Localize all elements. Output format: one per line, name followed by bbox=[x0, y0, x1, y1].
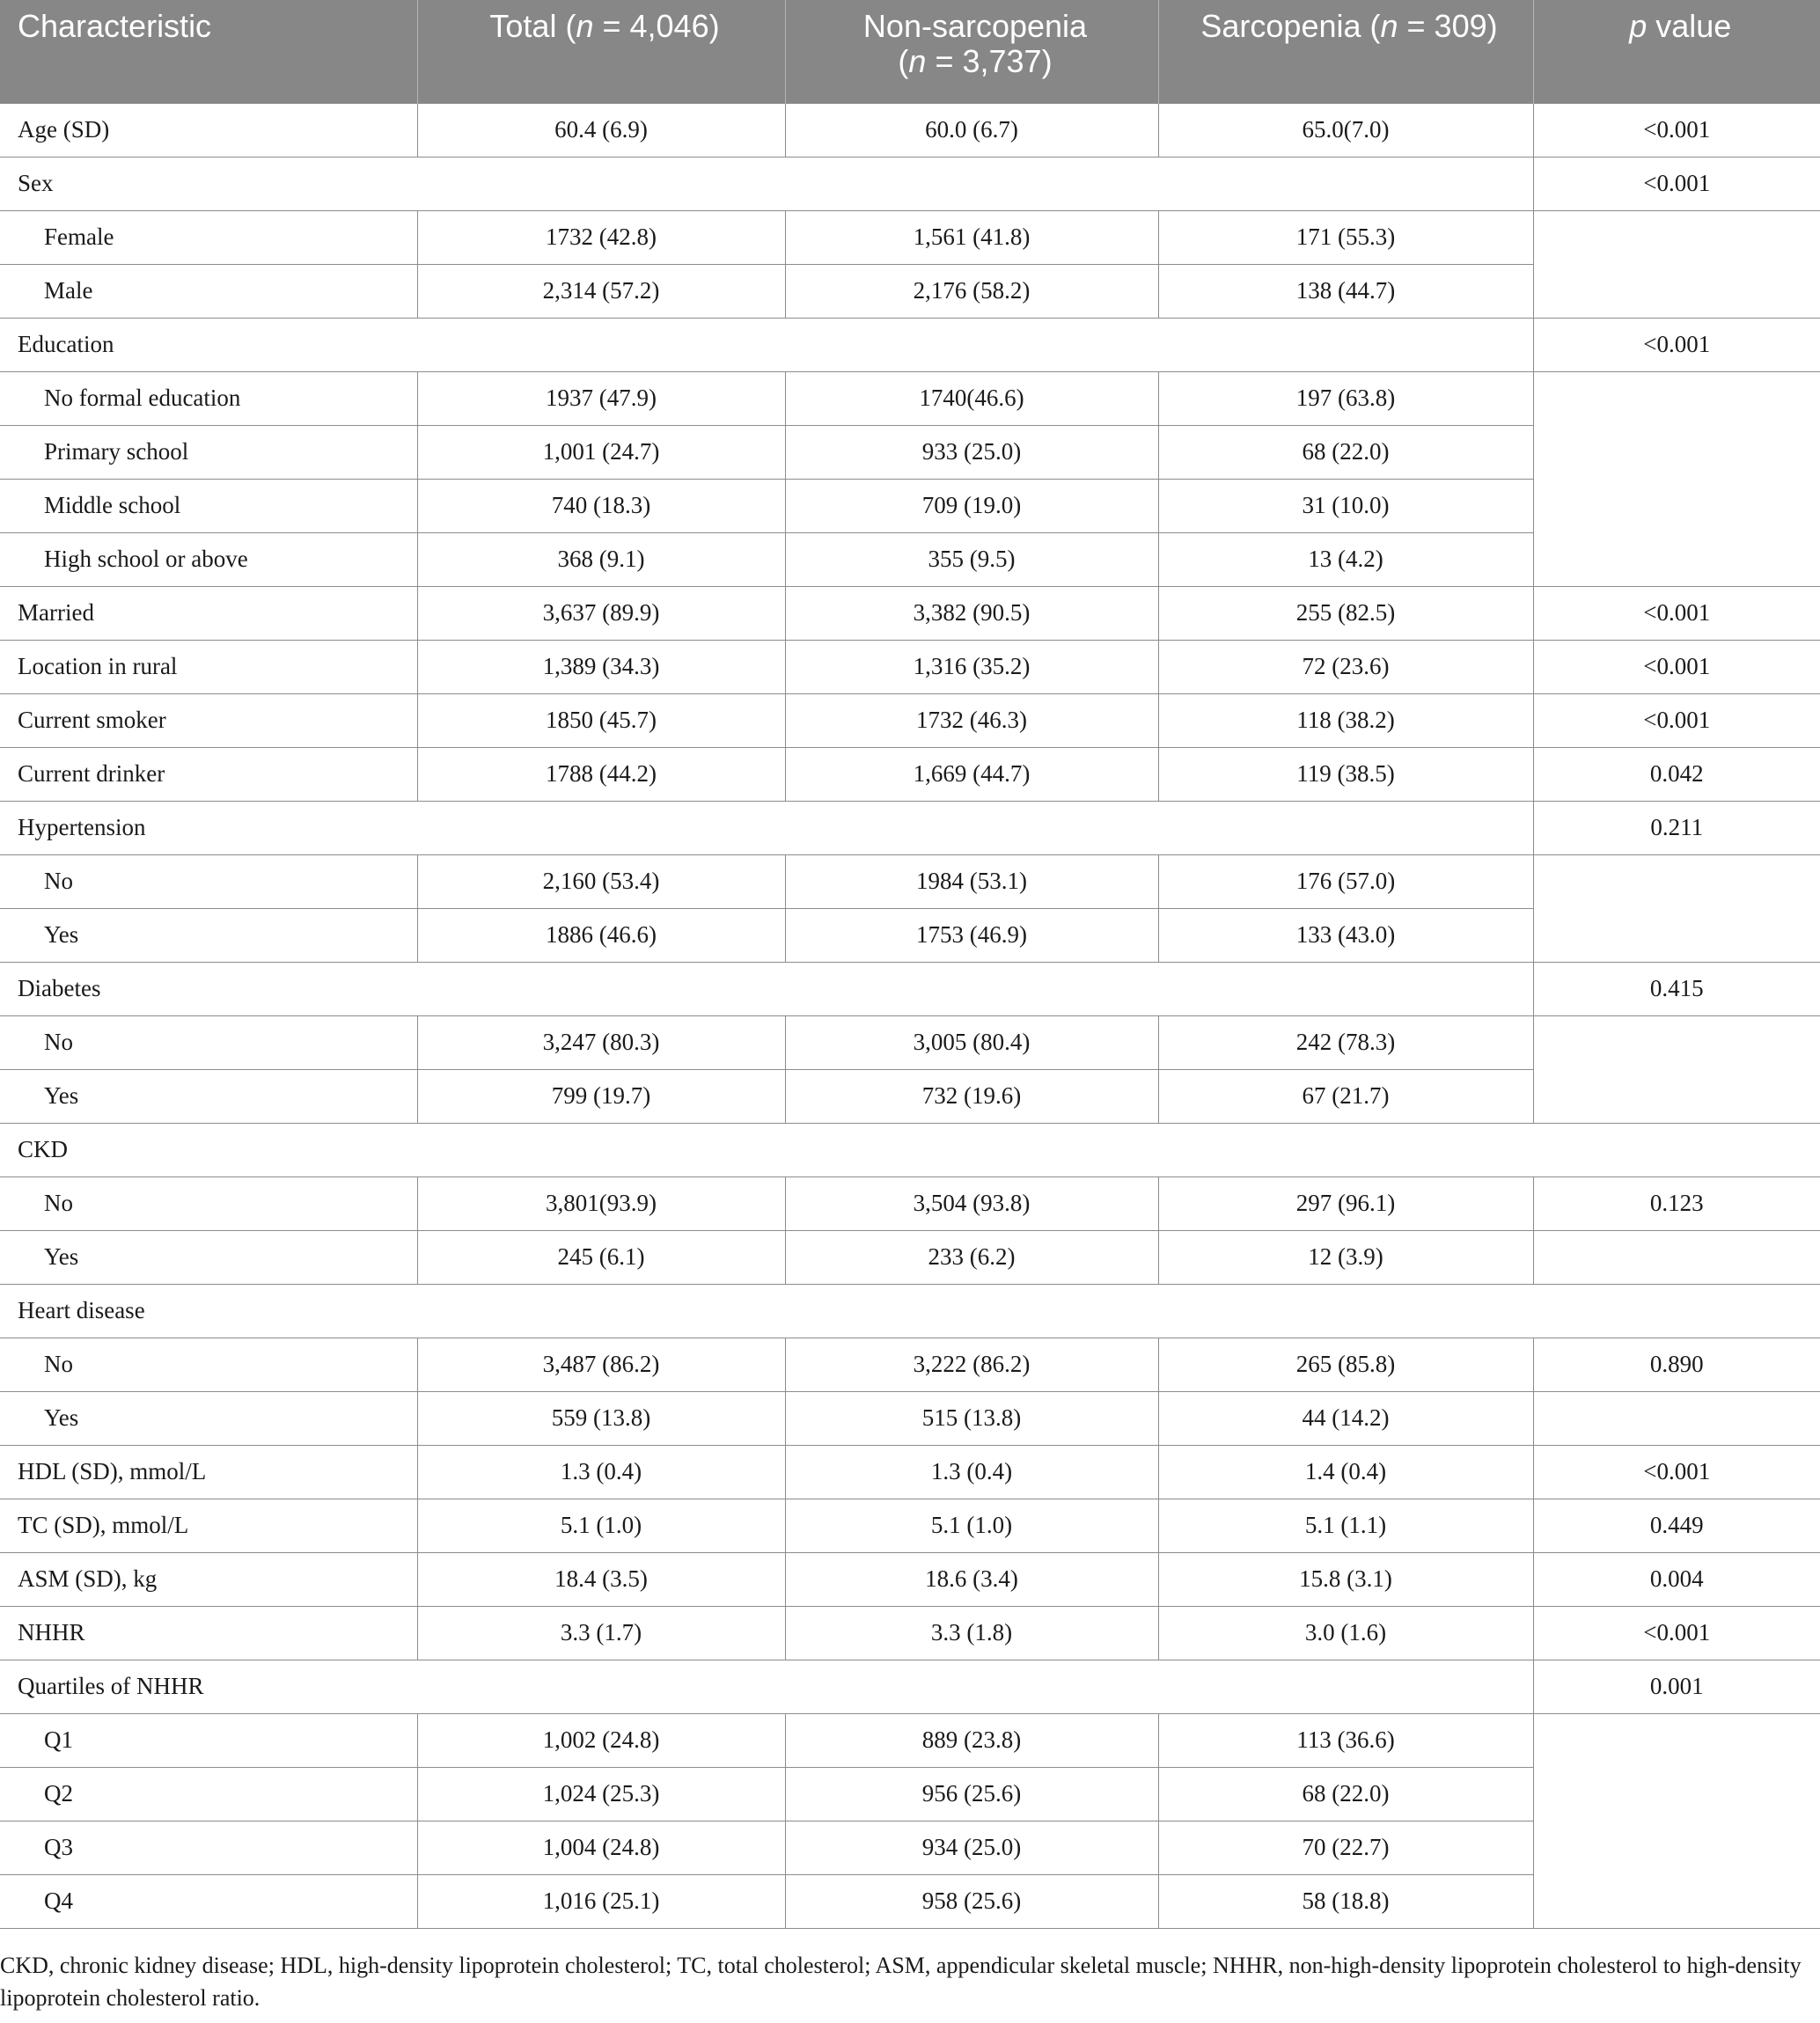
row-label: No bbox=[0, 1338, 417, 1391]
row-label: No bbox=[0, 854, 417, 908]
cell-total: 3,801(93.9) bbox=[417, 1176, 785, 1230]
cell-total: 1,004 (24.8) bbox=[417, 1821, 785, 1874]
table-row bbox=[0, 1713, 1820, 1767]
cell-total: 1,024 (25.3) bbox=[417, 1767, 785, 1821]
cell-non-sarcopenia: 1753 (46.9) bbox=[785, 908, 1158, 962]
table-row bbox=[0, 157, 1820, 210]
cell-total: 1,016 (25.1) bbox=[417, 1874, 785, 1928]
cell-p-value: 0.890 bbox=[1533, 1338, 1820, 1391]
cell-total: 368 (9.1) bbox=[417, 532, 785, 586]
cell-sarcopenia: 242 (78.3) bbox=[1158, 1015, 1533, 1069]
row-label: Yes bbox=[0, 1391, 417, 1445]
header-total: Total (n = 4,046) bbox=[417, 0, 785, 103]
cell-p-value: 0.001 bbox=[1533, 1660, 1820, 1713]
header-non-sarcopenia: Non-sarcopenia (n = 3,737) bbox=[785, 0, 1158, 103]
cell-p-value: <0.001 bbox=[1533, 318, 1820, 371]
cell-non-sarcopenia: 709 (19.0) bbox=[785, 479, 1158, 532]
table-row bbox=[0, 962, 1820, 1015]
group-label: CKD bbox=[0, 1123, 1820, 1176]
cell-sarcopenia: 1.4 (0.4) bbox=[1158, 1445, 1533, 1499]
cell-total: 5.1 (1.0) bbox=[417, 1499, 785, 1552]
table-row bbox=[0, 1123, 1820, 1176]
cell-total: 3.3 (1.7) bbox=[417, 1606, 785, 1660]
table-row bbox=[0, 1230, 1820, 1284]
row-label: No bbox=[0, 1176, 417, 1230]
cell-non-sarcopenia: 3,382 (90.5) bbox=[785, 586, 1158, 640]
cell-total: 3,487 (86.2) bbox=[417, 1338, 785, 1391]
cell-non-sarcopenia: 1,561 (41.8) bbox=[785, 210, 1158, 264]
cell-p-value: 0.042 bbox=[1533, 747, 1820, 801]
cell-p-value: <0.001 bbox=[1533, 693, 1820, 747]
cell-total: 1937 (47.9) bbox=[417, 371, 785, 425]
cell-non-sarcopenia: 3,504 (93.8) bbox=[785, 1176, 1158, 1230]
cell-p-value-empty bbox=[1533, 854, 1820, 962]
row-label: Q3 bbox=[0, 1821, 417, 1874]
row-label: Middle school bbox=[0, 479, 417, 532]
cell-sarcopenia: 297 (96.1) bbox=[1158, 1176, 1533, 1230]
table-row bbox=[0, 1338, 1820, 1391]
group-label: Education bbox=[0, 318, 1533, 371]
table-row bbox=[0, 1499, 1820, 1552]
cell-total: 3,247 (80.3) bbox=[417, 1015, 785, 1069]
cell-non-sarcopenia: 958 (25.6) bbox=[785, 1874, 1158, 1928]
group-label: Sex bbox=[0, 157, 1533, 210]
row-label: TC (SD), mmol/L bbox=[0, 1499, 417, 1552]
table-row bbox=[0, 1606, 1820, 1660]
table-row bbox=[0, 1176, 1820, 1230]
cell-sarcopenia: 133 (43.0) bbox=[1158, 908, 1533, 962]
cell-sarcopenia: 5.1 (1.1) bbox=[1158, 1499, 1533, 1552]
cell-p-value: 0.123 bbox=[1533, 1176, 1820, 1230]
row-label: Q1 bbox=[0, 1713, 417, 1767]
cell-p-value: <0.001 bbox=[1533, 1445, 1820, 1499]
cell-p-value-empty bbox=[1533, 1230, 1820, 1284]
cell-total: 740 (18.3) bbox=[417, 479, 785, 532]
cell-total: 2,314 (57.2) bbox=[417, 264, 785, 318]
group-label: Diabetes bbox=[0, 962, 1533, 1015]
table-row bbox=[0, 103, 1820, 157]
cell-p-value: <0.001 bbox=[1533, 1606, 1820, 1660]
cell-total: 2,160 (53.4) bbox=[417, 854, 785, 908]
table-row bbox=[0, 801, 1820, 854]
cell-non-sarcopenia: 1732 (46.3) bbox=[785, 693, 1158, 747]
cell-sarcopenia: 138 (44.7) bbox=[1158, 264, 1533, 318]
cell-sarcopenia: 68 (22.0) bbox=[1158, 425, 1533, 479]
cell-sarcopenia: 72 (23.6) bbox=[1158, 640, 1533, 693]
cell-total: 1,389 (34.3) bbox=[417, 640, 785, 693]
table-row bbox=[0, 1445, 1820, 1499]
table-footnote: CKD, chronic kidney disease; HDL, high-density lipoprotein cholesterol; TC, total cholesterol; ASM, appendicular skeletal muscle; NHHR, non-high-density lipoprotein cholesterol to high-density lipoprotein cholesterol ratio. bbox=[0, 1953, 1802, 2011]
cell-non-sarcopenia: 933 (25.0) bbox=[785, 425, 1158, 479]
cell-total: 60.4 (6.9) bbox=[417, 103, 785, 157]
cell-p-value: <0.001 bbox=[1533, 103, 1820, 157]
cell-sarcopenia: 118 (38.2) bbox=[1158, 693, 1533, 747]
table-row bbox=[0, 318, 1820, 371]
cell-sarcopenia: 119 (38.5) bbox=[1158, 747, 1533, 801]
cell-sarcopenia: 15.8 (3.1) bbox=[1158, 1552, 1533, 1606]
row-label: Current drinker bbox=[0, 747, 417, 801]
cell-sarcopenia: 255 (82.5) bbox=[1158, 586, 1533, 640]
cell-sarcopenia: 12 (3.9) bbox=[1158, 1230, 1533, 1284]
cell-p-value-empty bbox=[1533, 1713, 1820, 1928]
cell-non-sarcopenia: 5.1 (1.0) bbox=[785, 1499, 1158, 1552]
cell-p-value: 0.415 bbox=[1533, 962, 1820, 1015]
cell-total: 1732 (42.8) bbox=[417, 210, 785, 264]
header-sarcopenia: Sarcopenia (n = 309) bbox=[1158, 0, 1533, 103]
cell-p-value-empty bbox=[1533, 1015, 1820, 1123]
group-label: Quartiles of NHHR bbox=[0, 1660, 1533, 1713]
cell-total: 799 (19.7) bbox=[417, 1069, 785, 1123]
cell-non-sarcopenia: 1.3 (0.4) bbox=[785, 1445, 1158, 1499]
cell-total: 1886 (46.6) bbox=[417, 908, 785, 962]
cell-total: 1788 (44.2) bbox=[417, 747, 785, 801]
row-label: Yes bbox=[0, 1069, 417, 1123]
cell-p-value-empty bbox=[1533, 1391, 1820, 1445]
row-label: Male bbox=[0, 264, 417, 318]
table-row bbox=[0, 640, 1820, 693]
group-label: Heart disease bbox=[0, 1284, 1820, 1338]
row-label: ASM (SD), kg bbox=[0, 1552, 417, 1606]
table-row bbox=[0, 1015, 1820, 1069]
row-label: No bbox=[0, 1015, 417, 1069]
table-row bbox=[0, 1660, 1820, 1713]
cell-non-sarcopenia: 2,176 (58.2) bbox=[785, 264, 1158, 318]
cell-non-sarcopenia: 515 (13.8) bbox=[785, 1391, 1158, 1445]
cell-sarcopenia: 113 (36.6) bbox=[1158, 1713, 1533, 1767]
cell-sarcopenia: 265 (85.8) bbox=[1158, 1338, 1533, 1391]
cell-total: 3,637 (89.9) bbox=[417, 586, 785, 640]
row-label: NHHR bbox=[0, 1606, 417, 1660]
cell-total: 559 (13.8) bbox=[417, 1391, 785, 1445]
row-label: Q4 bbox=[0, 1874, 417, 1928]
cell-non-sarcopenia: 3,005 (80.4) bbox=[785, 1015, 1158, 1069]
table-row bbox=[0, 1552, 1820, 1606]
row-label: HDL (SD), mmol/L bbox=[0, 1445, 417, 1499]
cell-non-sarcopenia: 934 (25.0) bbox=[785, 1821, 1158, 1874]
cell-non-sarcopenia: 1,669 (44.7) bbox=[785, 747, 1158, 801]
cell-p-value-empty bbox=[1533, 371, 1820, 586]
table-row bbox=[0, 371, 1820, 425]
cell-total: 1.3 (0.4) bbox=[417, 1445, 785, 1499]
cell-non-sarcopenia: 18.6 (3.4) bbox=[785, 1552, 1158, 1606]
table-row bbox=[0, 854, 1820, 908]
row-label: Female bbox=[0, 210, 417, 264]
cell-sarcopenia: 3.0 (1.6) bbox=[1158, 1606, 1533, 1660]
cell-sarcopenia: 70 (22.7) bbox=[1158, 1821, 1533, 1874]
row-label: Q2 bbox=[0, 1767, 417, 1821]
cell-p-value: 0.449 bbox=[1533, 1499, 1820, 1552]
header-p-value: p value bbox=[1533, 0, 1820, 103]
cell-non-sarcopenia: 732 (19.6) bbox=[785, 1069, 1158, 1123]
cell-non-sarcopenia: 233 (6.2) bbox=[785, 1230, 1158, 1284]
table-row bbox=[0, 210, 1820, 264]
cell-non-sarcopenia: 355 (9.5) bbox=[785, 532, 1158, 586]
row-label: Age (SD) bbox=[0, 103, 417, 157]
row-label: High school or above bbox=[0, 532, 417, 586]
row-label: Married bbox=[0, 586, 417, 640]
cell-p-value: <0.001 bbox=[1533, 640, 1820, 693]
cell-sarcopenia: 13 (4.2) bbox=[1158, 532, 1533, 586]
cell-non-sarcopenia: 60.0 (6.7) bbox=[785, 103, 1158, 157]
cell-sarcopenia: 197 (63.8) bbox=[1158, 371, 1533, 425]
row-label: Location in rural bbox=[0, 640, 417, 693]
cell-total: 1,001 (24.7) bbox=[417, 425, 785, 479]
table-header-row bbox=[0, 0, 1820, 103]
table-row bbox=[0, 747, 1820, 801]
cell-non-sarcopenia: 1740(46.6) bbox=[785, 371, 1158, 425]
cell-sarcopenia: 58 (18.8) bbox=[1158, 1874, 1533, 1928]
cell-non-sarcopenia: 956 (25.6) bbox=[785, 1767, 1158, 1821]
cell-total: 1850 (45.7) bbox=[417, 693, 785, 747]
cell-total: 1,002 (24.8) bbox=[417, 1713, 785, 1767]
cell-non-sarcopenia: 1,316 (35.2) bbox=[785, 640, 1158, 693]
cell-sarcopenia: 176 (57.0) bbox=[1158, 854, 1533, 908]
row-label: Yes bbox=[0, 908, 417, 962]
row-label: No formal education bbox=[0, 371, 417, 425]
cell-sarcopenia: 171 (55.3) bbox=[1158, 210, 1533, 264]
table-row bbox=[0, 1284, 1820, 1338]
cell-p-value: <0.001 bbox=[1533, 157, 1820, 210]
cell-non-sarcopenia: 3,222 (86.2) bbox=[785, 1338, 1158, 1391]
cell-sarcopenia: 31 (10.0) bbox=[1158, 479, 1533, 532]
cell-sarcopenia: 44 (14.2) bbox=[1158, 1391, 1533, 1445]
cell-sarcopenia: 65.0(7.0) bbox=[1158, 103, 1533, 157]
row-label: Yes bbox=[0, 1230, 417, 1284]
table-row bbox=[0, 586, 1820, 640]
cell-non-sarcopenia: 3.3 (1.8) bbox=[785, 1606, 1158, 1660]
cell-non-sarcopenia: 1984 (53.1) bbox=[785, 854, 1158, 908]
table-row bbox=[0, 693, 1820, 747]
row-label: Current smoker bbox=[0, 693, 417, 747]
cell-p-value: 0.211 bbox=[1533, 801, 1820, 854]
cell-p-value-empty bbox=[1533, 210, 1820, 318]
cell-total: 18.4 (3.5) bbox=[417, 1552, 785, 1606]
table-row bbox=[0, 1391, 1820, 1445]
row-label: Primary school bbox=[0, 425, 417, 479]
header-characteristic: Characteristic bbox=[0, 0, 417, 103]
cell-non-sarcopenia: 889 (23.8) bbox=[785, 1713, 1158, 1767]
cell-sarcopenia: 68 (22.0) bbox=[1158, 1767, 1533, 1821]
cell-sarcopenia: 67 (21.7) bbox=[1158, 1069, 1533, 1123]
cell-p-value: <0.001 bbox=[1533, 586, 1820, 640]
cell-total: 245 (6.1) bbox=[417, 1230, 785, 1284]
cell-p-value: 0.004 bbox=[1533, 1552, 1820, 1606]
group-label: Hypertension bbox=[0, 801, 1533, 854]
